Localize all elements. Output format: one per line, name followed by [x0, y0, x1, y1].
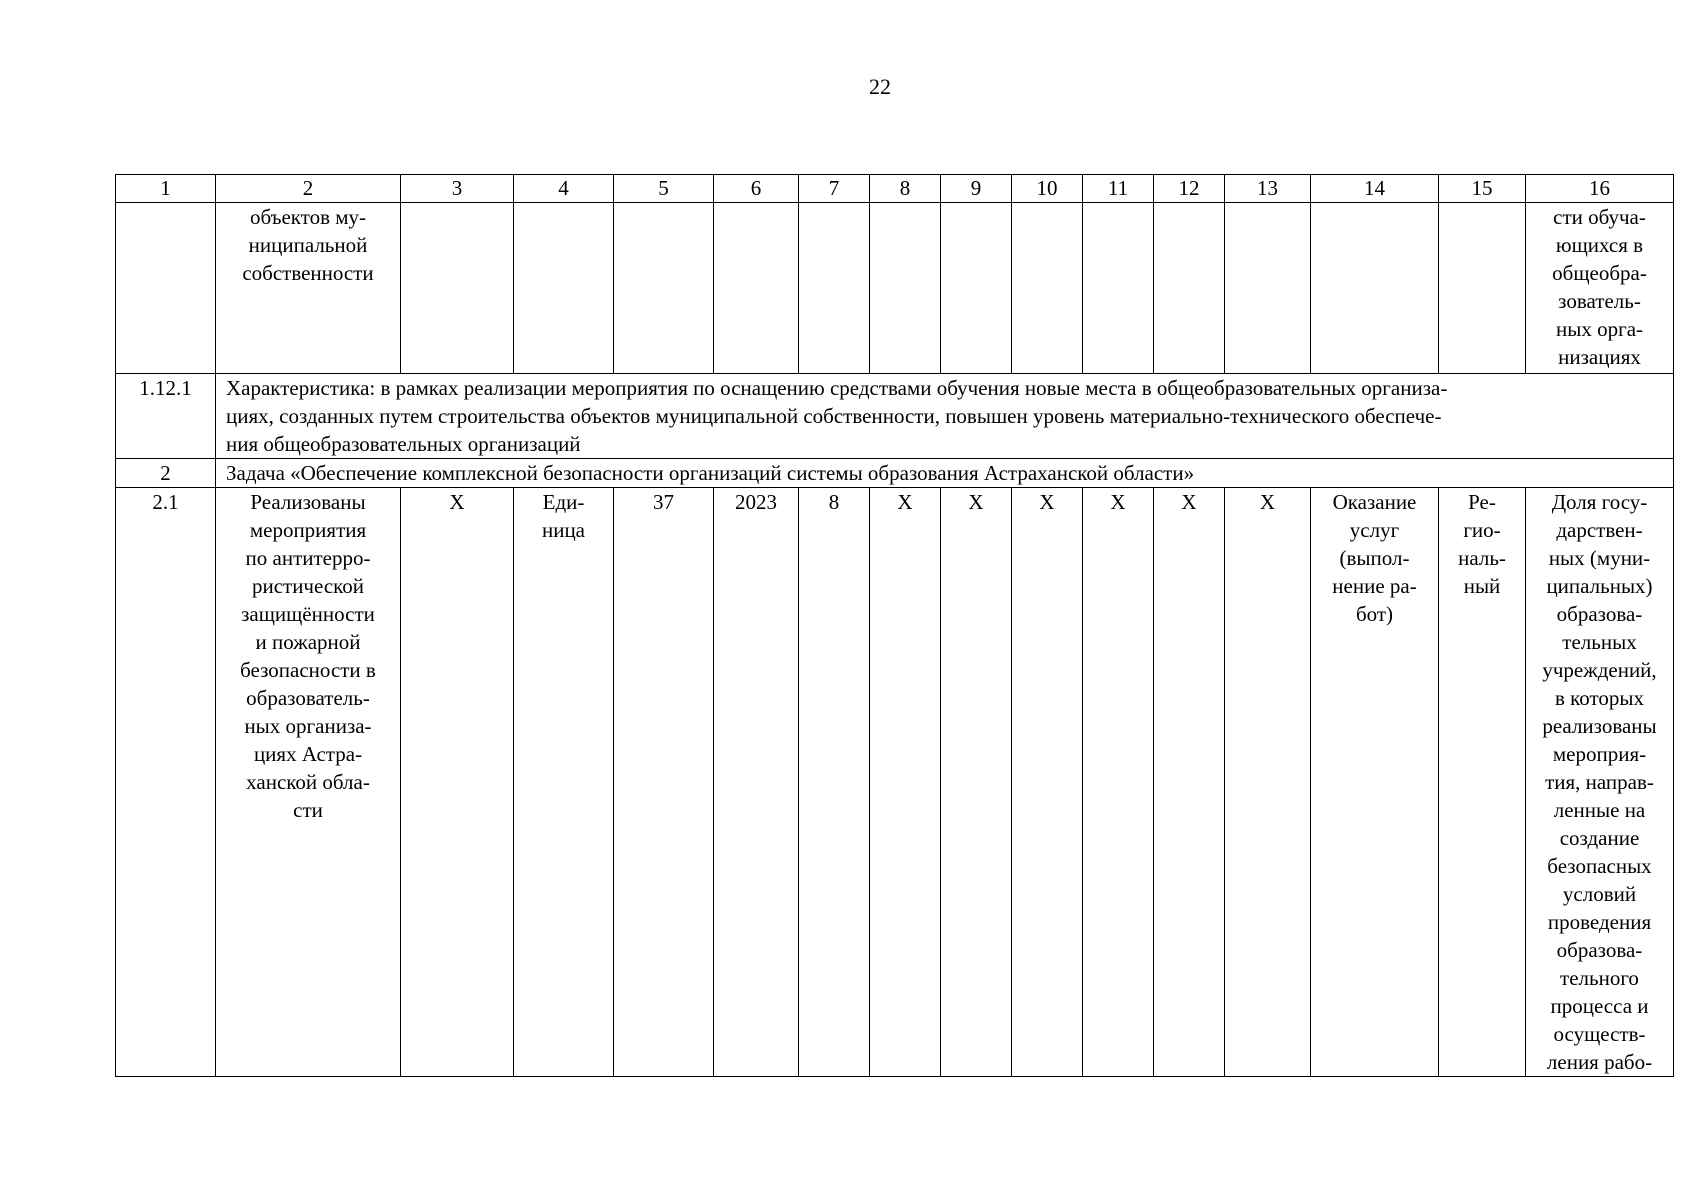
data-cell-8: Х [870, 488, 941, 1077]
data-cell-5: 37 [614, 488, 714, 1077]
task-row [116, 459, 1674, 488]
header-cell-13: 13 [1225, 175, 1311, 203]
indicator-cell: Доля госу- дарствен- ных (муни- ципальных) образова- тельных учреждений, в которых реализованы мероприя- тия, направ- ленные на создание безопасных условий проведения образова- тельного процесса и осуществ- ления рабо- [1526, 488, 1674, 1077]
program-table [115, 174, 1674, 1077]
table-cell [401, 203, 514, 374]
continuation-row [116, 203, 1674, 374]
table-cell [1154, 203, 1225, 374]
header-cell-14: 14 [1311, 175, 1439, 203]
characteristic-text: Характеристика: в рамках реализации мероприятия по оснащению средствами обучения новые места в общеобразовательных организа- циях, созданных путем строительства объектов муниципальной собственности, повышен уровень материально-технического обеспече- ния общеобразовательных организаций [216, 374, 1674, 459]
table-cell [1311, 203, 1439, 374]
page-number: 22 [869, 74, 891, 99]
header-cell-2: 2 [216, 175, 401, 203]
table-cell [1012, 203, 1083, 374]
continuation-indicator-cell: сти обуча- ющихся в общеобра- зователь- ных орга- низациях [1526, 203, 1674, 374]
task-text: Задача «Обеспечение комплексной безопасности организаций системы образования Астраханской области» [216, 459, 1674, 488]
continuation-name-cell: объектов му- ниципальной собственности [216, 203, 401, 374]
table-cell [941, 203, 1012, 374]
table-cell [1083, 203, 1154, 374]
level-cell: Ре- гио- наль- ный [1439, 488, 1526, 1077]
data-cell-11: Х [1083, 488, 1154, 1077]
header-cell-8: 8 [870, 175, 941, 203]
header-cell-3: 3 [401, 175, 514, 203]
result-type-cell: Оказание услуг (выпол- нение ра- бот) [1311, 488, 1439, 1077]
row-number: 2.1 [116, 488, 216, 1077]
data-cell-7: 8 [799, 488, 870, 1077]
header-cell-16: 16 [1526, 175, 1674, 203]
data-row [116, 488, 1674, 1077]
header-cell-5: 5 [614, 175, 714, 203]
data-cell-3: Х [401, 488, 514, 1077]
data-cell-12: Х [1154, 488, 1225, 1077]
data-cell-13: Х [1225, 488, 1311, 1077]
table-cell [870, 203, 941, 374]
unit-cell: Еди- ница [514, 488, 614, 1077]
table-cell [116, 203, 216, 374]
header-cell-15: 15 [1439, 175, 1526, 203]
header-cell-11: 11 [1083, 175, 1154, 203]
table-cell [1439, 203, 1526, 374]
header-cell-7: 7 [799, 175, 870, 203]
table-cell [514, 203, 614, 374]
data-cell-9: Х [941, 488, 1012, 1077]
year-cell: 2023 [714, 488, 799, 1077]
characteristic-row [116, 374, 1674, 459]
header-cell-10: 10 [1012, 175, 1083, 203]
table-cell [799, 203, 870, 374]
table-cell [1225, 203, 1311, 374]
header-cell-1: 1 [116, 175, 216, 203]
task-number: 2 [116, 459, 216, 488]
data-cell-10: Х [1012, 488, 1083, 1077]
header-cell-4: 4 [514, 175, 614, 203]
table-cell [614, 203, 714, 374]
table-cell [714, 203, 799, 374]
header-cell-6: 6 [714, 175, 799, 203]
column-number-row [116, 175, 1674, 203]
result-name-cell: Реализованы мероприятия по антитерро- ристической защищённости и пожарной безопасности в образователь- ных организа- циях Астра- ханской обла- сти [216, 488, 401, 1077]
characteristic-number: 1.12.1 [116, 374, 216, 459]
header-cell-9: 9 [941, 175, 1012, 203]
header-cell-12: 12 [1154, 175, 1225, 203]
